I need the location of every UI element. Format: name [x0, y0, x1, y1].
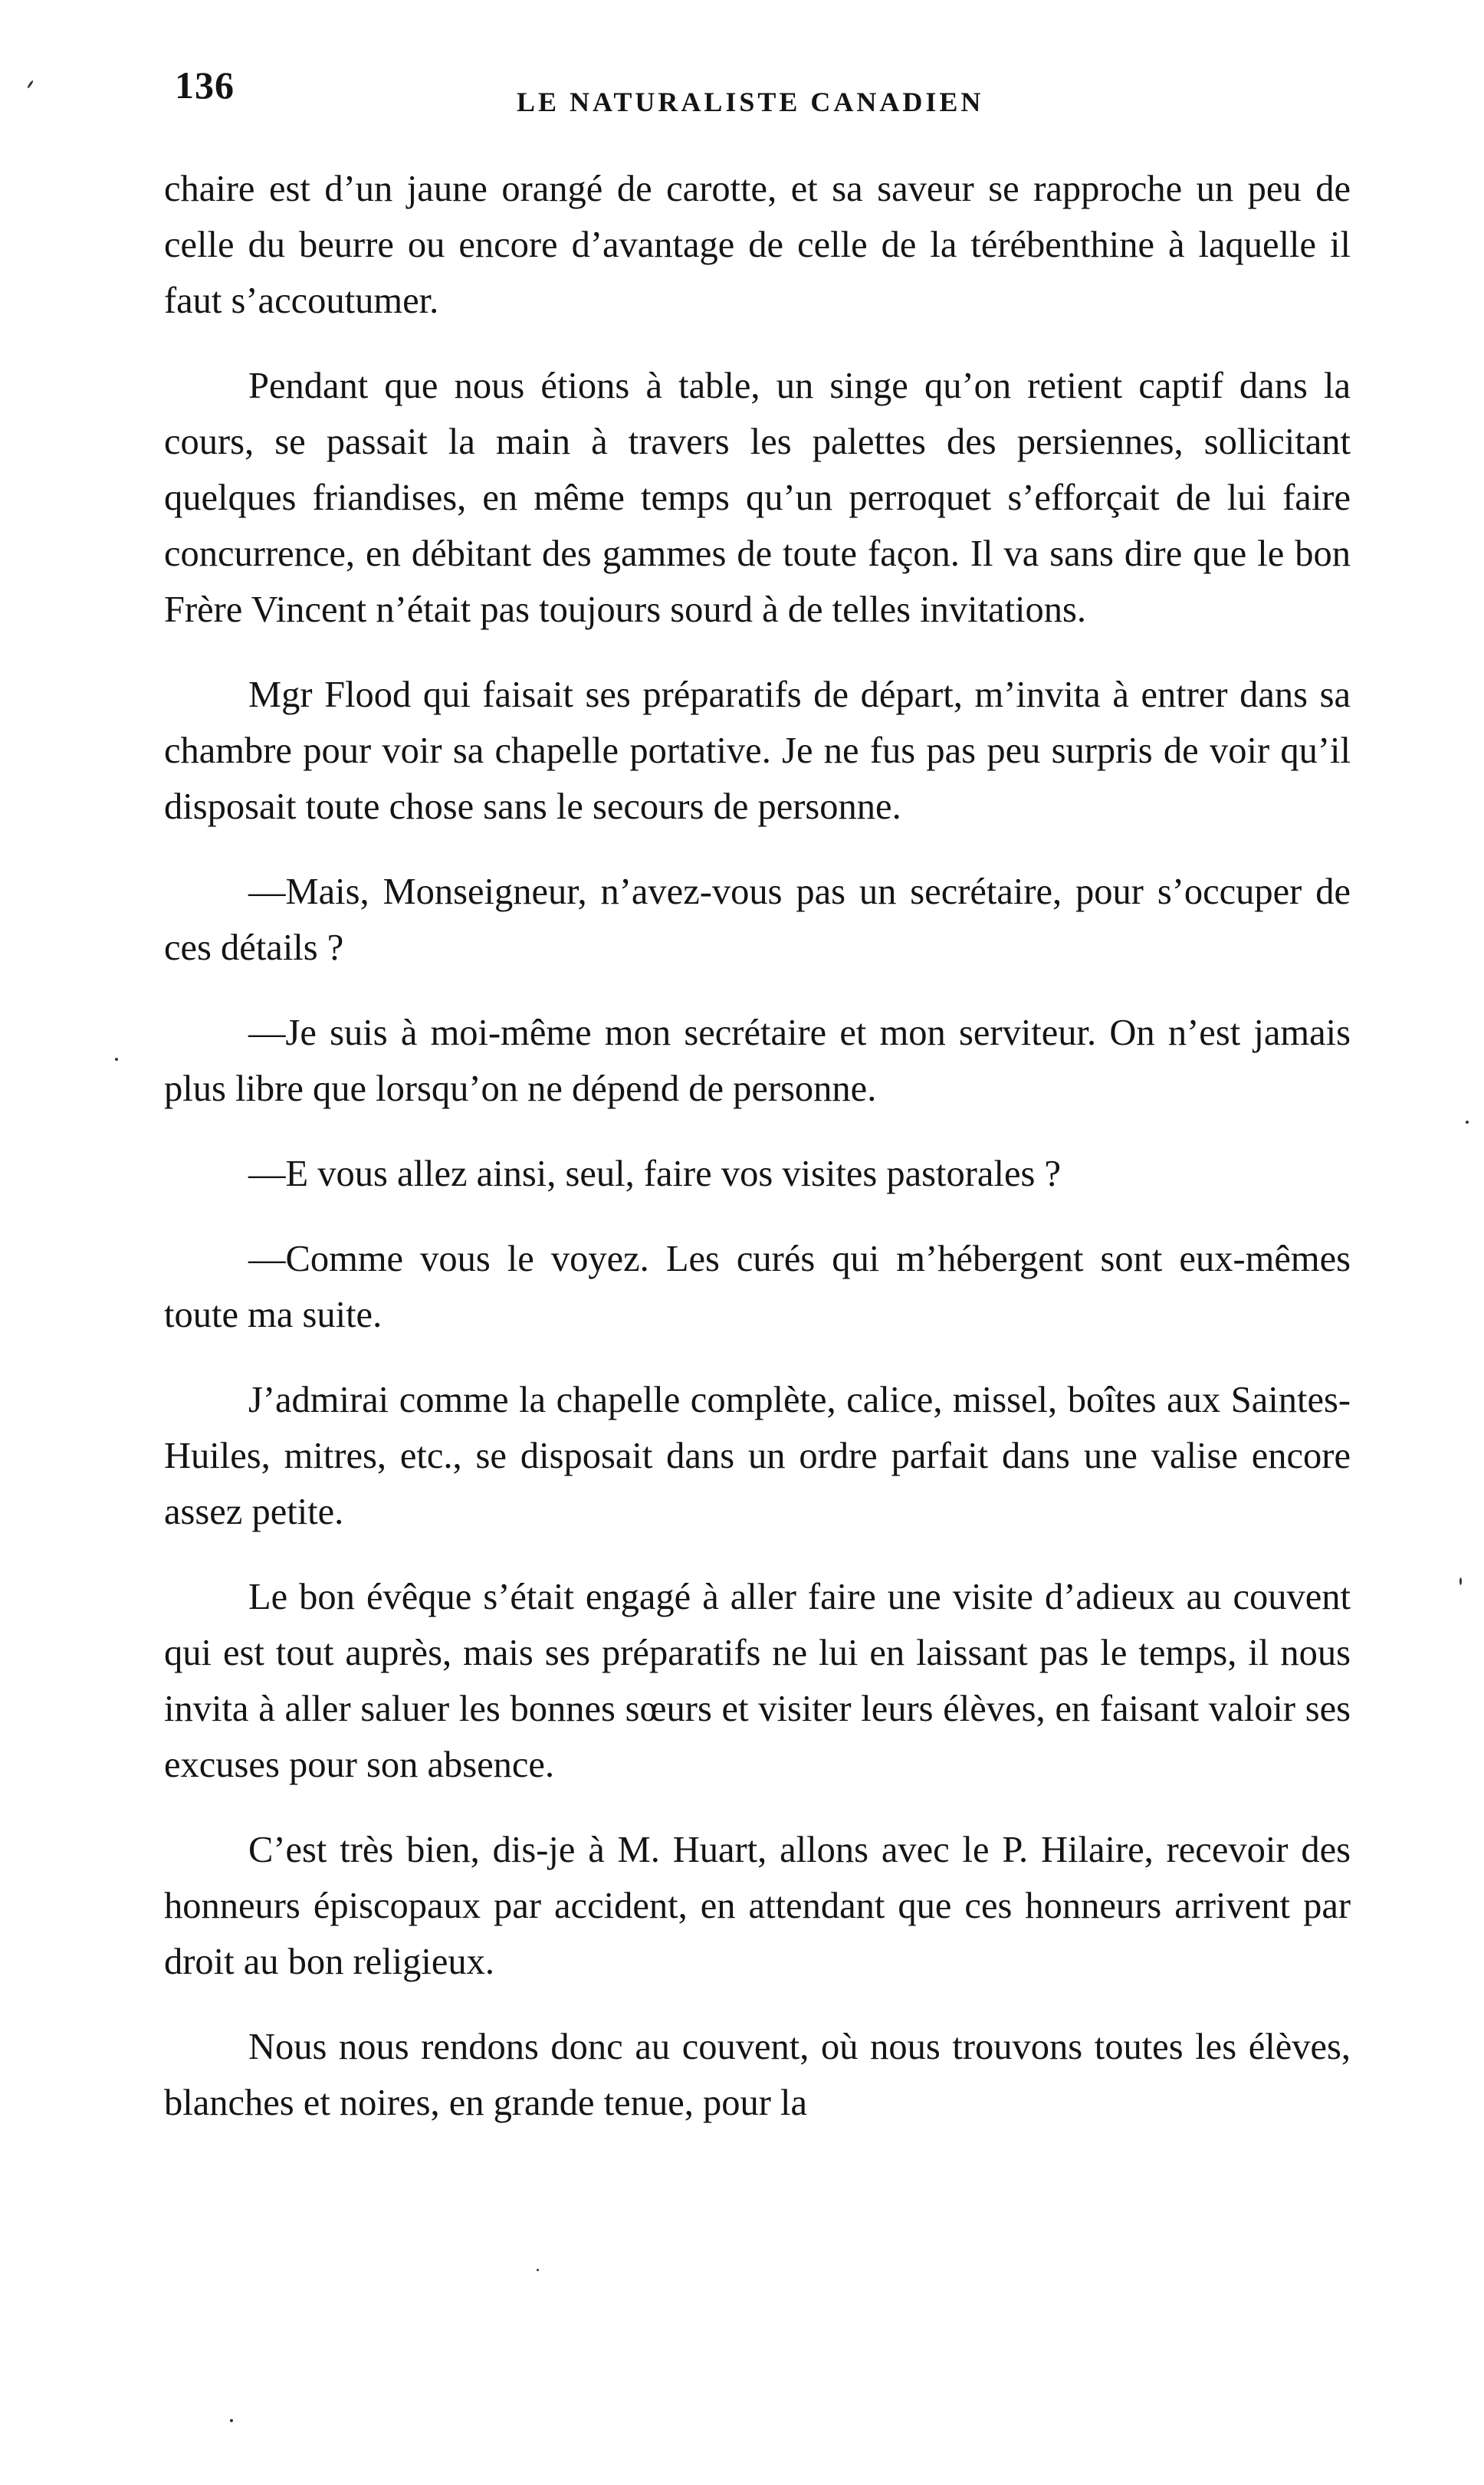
scan-speck: [537, 2269, 539, 2271]
paragraph-8: J’admirai comme la chapelle complète, calice, missel, boîtes aux Saintes-Huiles, mitres, etc., se disposait dans un ordre parfait dans une valise encore assez petite.: [164, 1380, 1351, 1532]
paragraph-7: —Comme vous le voyez. Les curés qui m’hébergent sont eux-mêmes toute ma suite.: [164, 1239, 1351, 1335]
paragraph-4: —Mais, Monseigneur, n’avez-vous pas un secrétaire, pour s’occuper de ces détails ?: [164, 872, 1351, 968]
paragraph-6: —E vous allez ainsi, seul, faire vos visites pastorales ?: [248, 1154, 1061, 1194]
scan-speck: [27, 80, 34, 89]
running-title: LE NATURALISTE CANADIEN: [517, 87, 984, 117]
paragraph-3: Mgr Flood qui faisait ses préparatifs de départ, m’invita à entrer dans sa chambre pour voir sa chapelle portative. Je ne fus pas peu surpris de voir qu’il disposait toute chose sans le secours de personne.: [164, 675, 1351, 827]
paragraph-1: chaire est d’un jaune orangé de carotte, et sa saveur se rapproche un peu de celle du beurre ou encore d’avantage de celle de la térébenthine à laquelle il faut s’accoutumer.: [164, 169, 1351, 321]
paragraph-5: —Je suis à moi-même mon secrétaire et mon serviteur. On n’est jamais plus libre que lorsqu’on ne dépend de personne.: [164, 1013, 1351, 1109]
paragraph-2: Pendant que nous étions à table, un singe qu’on retient captif dans la cours, se passait la main à travers les palettes des persiennes, sollicitant quelques friandises, en même temps qu’un perroquet s’efforçait de lui faire concurrence, en débitant des gammes de toute façon. Il va sans dire que le bon Frère Vincent n’était pas toujours sourd à de telles invitations.: [164, 366, 1351, 630]
paragraph-9: Le bon évêque s’était engagé à aller faire une visite d’adieux au couvent qui est tout auprès, mais ses préparatifs ne lui en laissant pas le temps, il nous invita à aller saluer les bonnes sœurs et visiter leurs élèves, en faisant valoir ses excuses pour son absence.: [164, 1577, 1351, 1785]
page-header: [175, 63, 1315, 124]
page-number: 136: [175, 64, 235, 107]
paragraph-10: C’est très bien, dis-je à M. Huart, allons avec le P. Hilaire, recevoir des honneurs épiscopaux par accident, en attendant que ces honneurs arrivent par droit au bon religieux.: [164, 1830, 1351, 1982]
scan-speck: [230, 2419, 233, 2422]
scan-speck: [115, 1058, 118, 1061]
body-text: [164, 161, 1351, 2160]
paragraph-11: Nous nous rendons donc au couvent, où nous trouvons toutes les élèves, blanches et noires, en grande tenue, pour la: [164, 2027, 1351, 2123]
scan-speck: [1459, 1577, 1462, 1585]
scan-speck: [1466, 1121, 1469, 1124]
